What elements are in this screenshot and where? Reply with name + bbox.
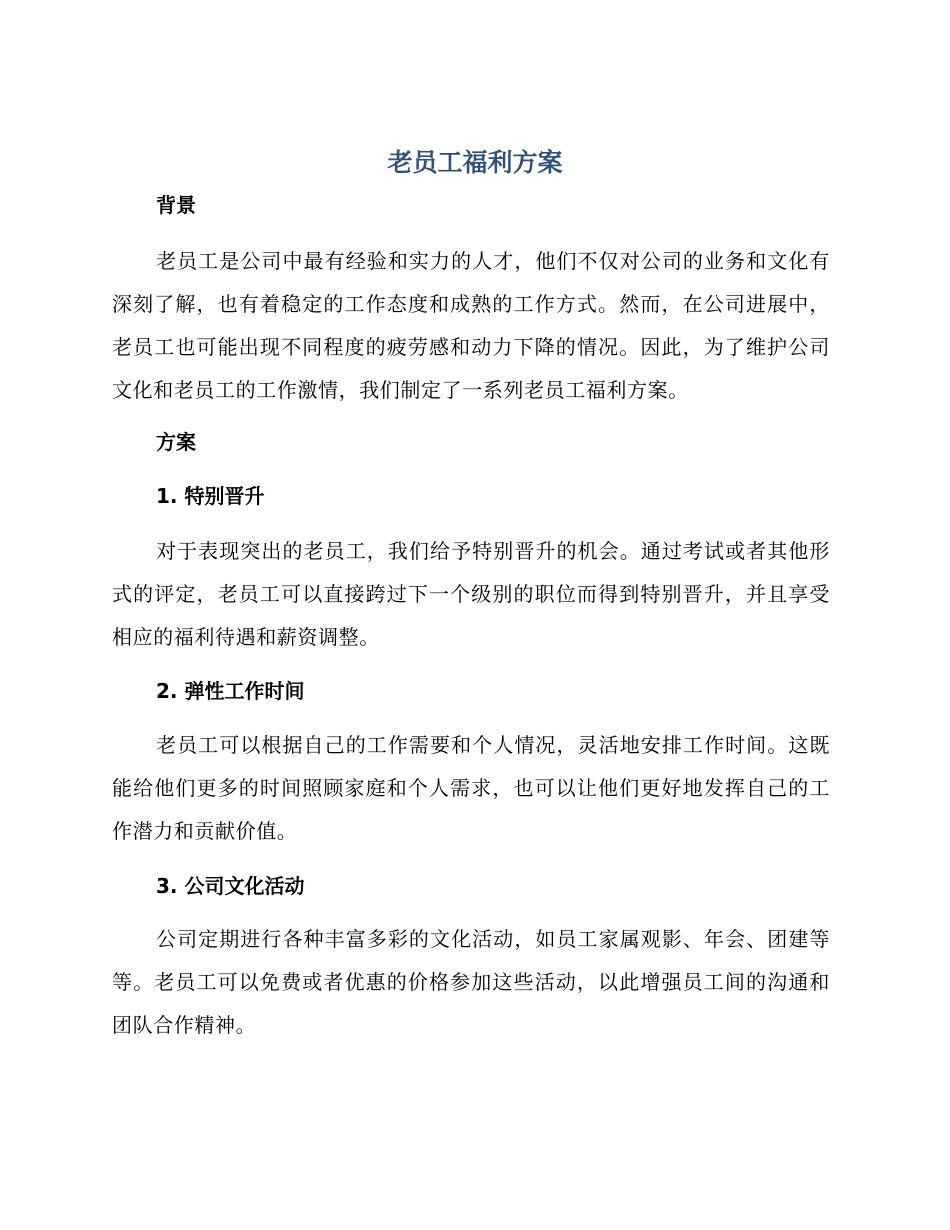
section-paragraph-item1: 对于表现突出的老员工，我们给予特别晋升的机会。通过考试或者其他形式的评定，老员工可以直接跨过下一个级别的职位而得到特别晋升，并且享受相应的福利待遇和薪资调整。 (112, 539, 830, 649)
section-paragraph-item3: 公司定期进行各种丰富多彩的文化活动，如员工家属观影、年会、团建等等。老员工可以免费或者优惠的价格参加这些活动，以此增强员工间的沟通和团队合作精神。 (112, 927, 830, 1037)
section-heading-plan: 方案 (156, 430, 196, 454)
section-heading-background: 背景 (156, 193, 196, 217)
section-heading-item1: 1. 特别晋升 (156, 484, 265, 508)
section-paragraph-item2: 老员工可以根据自己的工作需要和个人情况，灵活地安排工作时间。这既能给他们更多的时间照顾家庭和个人需求，也可以让他们更好地发挥自己的工作潜力和贡献价值。 (112, 733, 830, 843)
document-title: 老员工福利方案 (387, 148, 563, 177)
section-heading-item2: 2. 弹性工作时间 (156, 679, 305, 703)
section-heading-item3: 3. 公司文化活动 (156, 874, 305, 898)
section-paragraph-background: 老员工是公司中最有经验和实力的人才，他们不仅对公司的业务和文化有深刻了解，也有着稳定的工作态度和成熟的工作方式。然而，在公司进展中，老员工也可能出现不同程度的疲劳感和动力下降的情况。因此，为了维护公司文化和老员工的工作激情，我们制定了一系列老员工福利方案。 (112, 249, 830, 402)
